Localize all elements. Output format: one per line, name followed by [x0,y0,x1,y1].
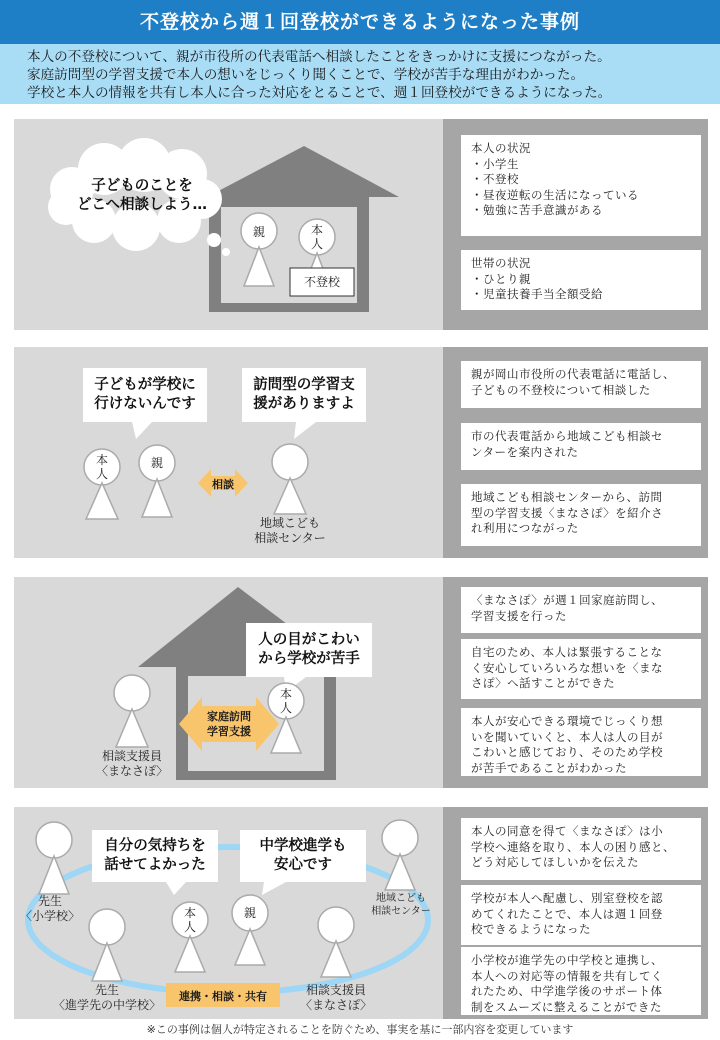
teacher-jhs-label [52,983,162,1013]
child-label [92,453,112,481]
home-visit-line: 家庭訪問 [207,710,251,723]
person-teacher-elem-icon [36,822,72,894]
note-box [461,361,701,408]
parent-label: 親 [243,906,256,920]
teacher-elem-label [20,894,80,924]
intro-line: 家庭訪問型の学習支援で本人の想いをじっくり聞くことで、学校が苦手な理由がわかった。 [27,67,585,83]
box-line: 本人の同意を得て〈まなさぽ〉は小 [471,824,664,838]
supporter-label [92,749,172,779]
box-line: 本人の状況 [471,141,531,155]
supporter-label-line: 〈まなさぽ〉 [95,764,169,778]
child-label [307,223,327,251]
status-box-person [461,135,701,236]
bubble-line: 中学校進学も [259,838,347,854]
intro-line: 学校と本人の情報を共有し本人に合った対応をとることで、週１回登校ができるようになった。 [27,85,612,101]
center-label-line: 相談センター [254,531,326,545]
status-box-household [461,250,701,310]
parent-label: 親 [150,456,163,470]
cooperation-ring [28,847,428,993]
note-box [461,708,701,776]
box-line: さぽ〉へ話すことができた [471,676,616,691]
bubble-line: 訪問型の学習支 [253,377,355,393]
child-label-line: 本 [183,906,196,920]
box-line: 自宅のため、本人は緊張することな [471,645,663,659]
teacher-elem-line: 〈小学校〉 [20,909,81,923]
thought-text [72,177,212,215]
box-line: 本人への対応等の情報を共有してく [471,968,663,983]
bubble-line: 行けないんです [94,396,196,412]
consult-label: 相談 [212,478,234,491]
link-label: 連携・相談・共有 [179,990,267,1003]
child-label-line: 本 [95,453,108,467]
child-label [276,687,296,715]
box-line: 子どもの不登校について相談した [471,382,651,397]
box-line: ・昼夜逆転の生活になっている [471,187,639,202]
panel-2-illustration [14,347,443,558]
home-visit-line: 学習支援 [207,725,251,738]
box-line: れ利用につながった [471,521,579,536]
box-line: ・勉強に苦手意識がある [471,203,603,218]
box-line: こわいと感じており、そのため学校 [471,745,663,760]
box-line: いを聞いていくと、本人は人の目が [471,729,663,744]
panel-2-notes [443,347,708,558]
footnote: ※この事例は個人が特定されることを防ぐため、事実を基に一部内容を変更しています [146,1023,574,1036]
intro-line: 本人の不登校について、親が市役所の代表電話へ相談したことをきっかけに支援につながった。 [27,49,611,65]
box-line: ンターを案内された [471,444,579,459]
box-line: 〈まなさぽ〉が週１回家庭訪問し、 [471,593,664,607]
bubble-text [246,631,372,669]
center-label-line: 相談センター [371,906,431,917]
box-line: が苦手であることがわかった [471,760,627,775]
child-label-line: 本 [279,687,292,701]
note-box [461,587,701,633]
intro-text [0,44,720,104]
child-label-line: 人 [279,701,292,715]
bubble-line: 話せてよかった [104,857,206,873]
supporter-label-line: 相談支援員 [101,749,162,763]
bubble-line: 安心です [274,857,332,873]
child-label-line: 人 [183,920,196,934]
note-box [461,484,701,546]
box-line: 本人が安心できる環境でじっくり想 [471,714,663,728]
panel-step-2 [14,347,708,558]
center-label [250,516,330,546]
box-line: 学習支援を行った [471,608,567,623]
home-visit-label [199,709,259,739]
page-title: 不登校から週１回登校ができるようになった事例 [0,0,720,44]
note-box [461,423,701,470]
box-line: く安心していろいろな想いを〈まな [471,660,663,675]
note-box [461,818,701,880]
child-label [180,906,200,934]
child-label-line: 人 [95,467,108,481]
box-line: 校できるようになった [471,922,591,937]
thought-line: 子どものことを [91,178,193,194]
box-line: 制をスムーズに整えることができた [471,999,662,1014]
box-line: めてくれたことで、本人は週１回登 [471,906,663,921]
box-line: 型の学習支援〈まなさぽ〉を紹介さ [471,505,664,520]
bubble-line: 援がありますよ [253,396,355,412]
note-box [461,885,701,945]
box-line: 学校へ連絡を取り、本人の困り感と、 [471,839,675,854]
parent-label: 親 [252,225,265,239]
panel-step-3 [14,577,708,788]
person-teacher-jhs-icon [89,909,125,981]
panel-1-notes [443,119,708,330]
bubble-line: 人の目がこわい [258,632,360,648]
bubble-line: 子どもが学校に [94,377,196,393]
teacher-jhs-line: 先生 [94,983,119,997]
box-line: ・小学生 [471,156,519,171]
box-line: ・児童扶養手当全額受給 [471,287,603,302]
bubble-line: から学校が苦手 [258,651,360,667]
bubble-line: 自分の気持ちを [104,838,206,854]
bubble-left-text [92,837,218,875]
center-label [365,892,437,918]
box-line: 地域こども相談センターから、訪問 [471,490,663,504]
bubble-right-text [242,376,366,414]
note-box [461,639,701,699]
center-label-line: 地域こども [259,516,320,530]
box-line: ・ひとり親 [471,271,531,286]
supporter-label-line: 相談支援員 [305,983,366,997]
box-line: 世帯の状況 [471,256,531,270]
panel-1-illustration [14,119,443,330]
box-line: れたため、中学進学後のサポート体 [471,984,663,999]
bubble-left-text [83,376,207,414]
teacher-elem-line: 先生 [37,894,62,908]
person-supporter-icon [114,675,150,747]
person-center-icon [272,444,308,514]
supporter-label [296,983,376,1013]
supporter-label-line: 〈まなさぽ〉 [299,998,373,1012]
panel-3-notes [443,577,708,788]
child-label-line: 人 [310,237,323,251]
bubble-right-text [240,837,366,875]
panel-4-notes [443,807,708,1019]
person-center-icon [382,820,418,890]
person-supporter-icon [318,907,354,977]
box-line: 小学校が進学先の中学校と連携し、 [471,953,663,967]
thought-line: どこへ相談しよう… [77,197,207,213]
box-line: どう対応してほしいかを伝えた [471,855,639,870]
teacher-jhs-line: 〈進学先の中学校〉 [52,998,161,1012]
box-line: 学校が本人へ配慮し、別室登校を認 [471,891,663,905]
futoko-label: 不登校 [303,275,340,289]
panel-step-4 [14,807,708,1019]
note-box [461,947,701,1015]
center-label-line: 地域こども [376,893,426,904]
panel-step-1 [14,119,708,330]
box-line: 親が岡山市役所の代表電話に電話し、 [471,367,675,381]
box-line: ・不登校 [471,172,519,187]
child-label-line: 本 [310,223,323,237]
panel-3-illustration [14,577,443,788]
box-line: 市の代表電話から地域こども相談セ [471,429,663,443]
